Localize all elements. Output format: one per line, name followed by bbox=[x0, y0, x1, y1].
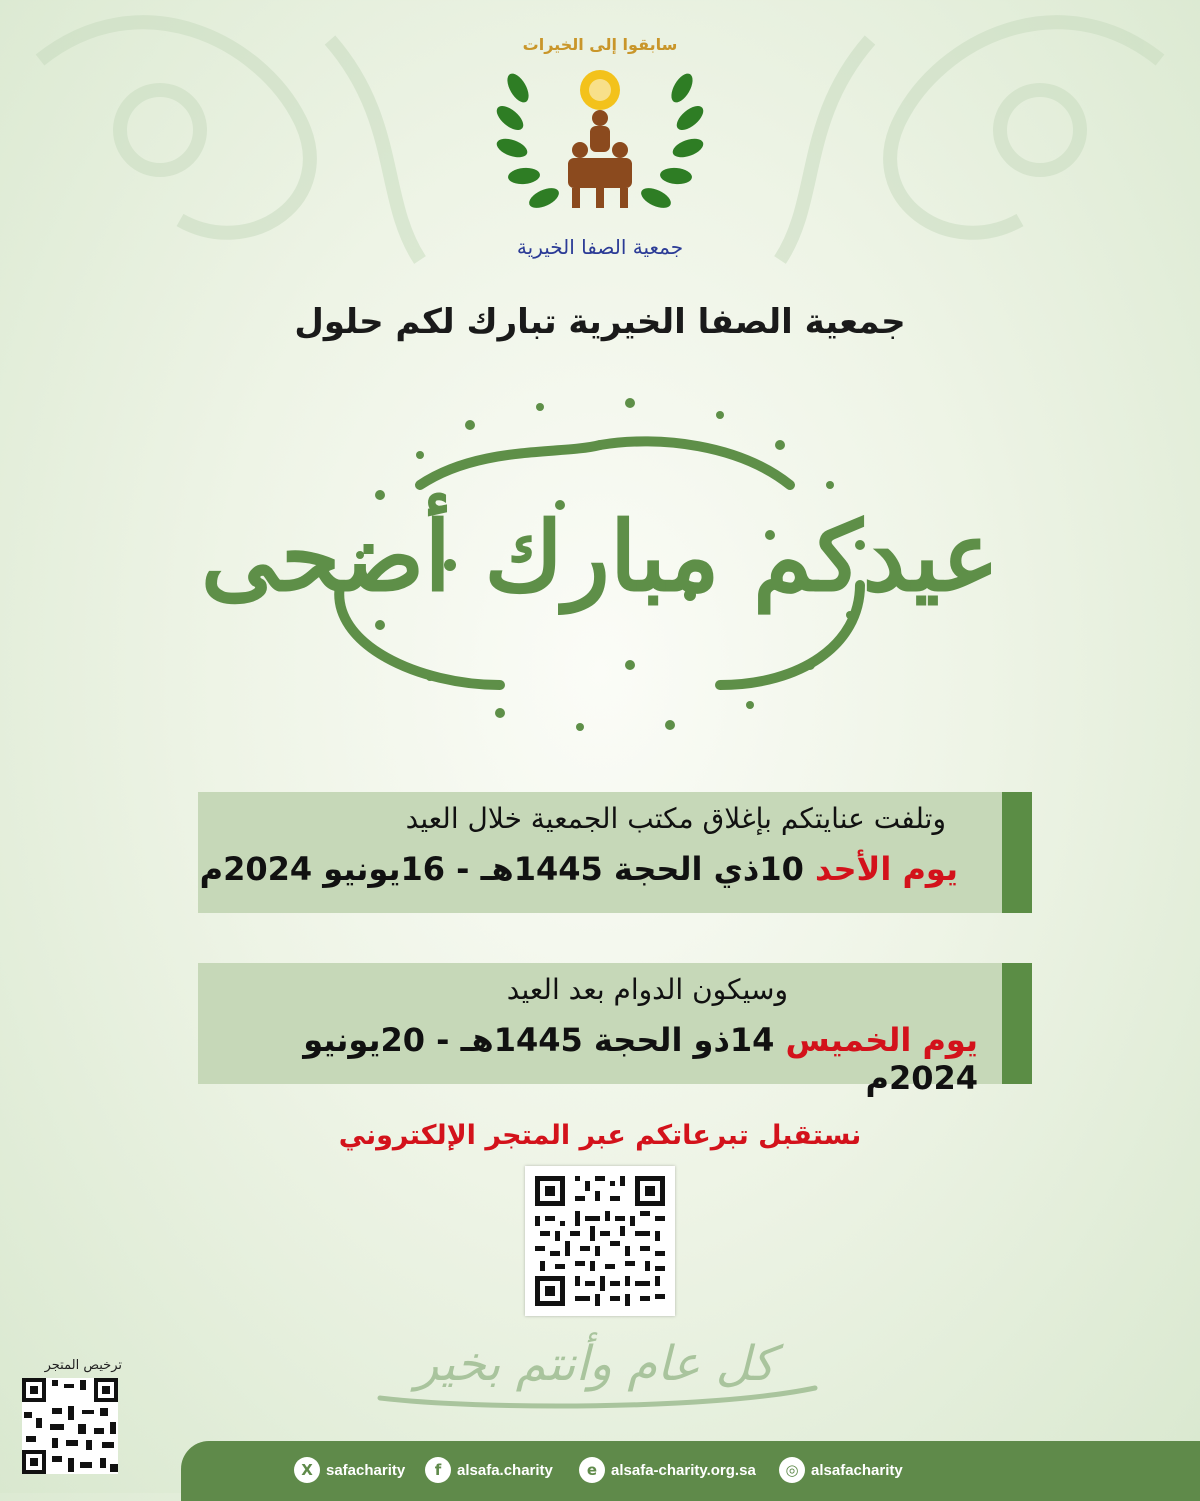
closure-notice-line: وتلفت عنايتكم بإغلاق مكتب الجمعية خلال العيد bbox=[405, 802, 946, 835]
resume-day: يوم الخميس bbox=[785, 1021, 978, 1059]
instagram-icon: ◎ bbox=[779, 1457, 805, 1483]
eid-mubarak-calligraphy bbox=[200, 385, 1000, 745]
facebook-handle: alsafa.charity bbox=[457, 1461, 553, 1479]
resume-notice-line: وسيكون الدوام بعد العيد bbox=[506, 973, 788, 1006]
closure-day: يوم الأحد bbox=[814, 850, 958, 888]
closure-date-line bbox=[200, 850, 958, 888]
donate-text: نستقبل تبرعاتكم عبر المتجر الإلكتروني bbox=[338, 1120, 862, 1151]
social-media-bar bbox=[181, 1441, 1200, 1501]
closure-date: 10ذي الحجة 1445هـ - 16يونيو 2024م bbox=[199, 850, 804, 888]
x-icon: X bbox=[294, 1457, 320, 1483]
website-url: alsafa-charity.org.sa bbox=[611, 1461, 756, 1479]
resume-date: 14ذو الحجة 1445هـ - 20يونيو 2024م bbox=[303, 1021, 978, 1097]
x-account-link[interactable] bbox=[294, 1457, 405, 1483]
store-license-qr-code[interactable] bbox=[22, 1378, 118, 1474]
facebook-account-link[interactable] bbox=[425, 1457, 553, 1483]
notice-accent-bar bbox=[1002, 792, 1032, 913]
instagram-handle: alsafacharity bbox=[811, 1461, 903, 1479]
instagram-account-link[interactable] bbox=[779, 1457, 903, 1483]
facebook-icon: f bbox=[425, 1457, 451, 1483]
store-qr-code[interactable] bbox=[525, 1166, 675, 1316]
eid-calligraphy-text: عيدكم مبارك أضحى bbox=[200, 500, 1000, 613]
resume-notice-box bbox=[198, 963, 1032, 1097]
laurel-logo-icon bbox=[480, 18, 720, 268]
kul-am-calligraphy-icon bbox=[360, 1318, 830, 1418]
website-link[interactable] bbox=[579, 1457, 756, 1483]
greeting-calligraphy bbox=[360, 1318, 830, 1418]
website-icon: e bbox=[579, 1457, 605, 1483]
charity-logo bbox=[480, 18, 720, 268]
eid-calligraphy-icon bbox=[200, 385, 1000, 745]
resume-date-line bbox=[198, 1021, 978, 1097]
notice-accent-bar bbox=[1002, 963, 1032, 1084]
logo-motto: سابقوا إلى الخيرات bbox=[522, 35, 678, 54]
closing-calligraphy-text: كل عام وأنتم بخير bbox=[415, 1336, 775, 1392]
logo-org-name: جمعية الصفا الخيرية bbox=[516, 235, 684, 259]
closure-notice-box bbox=[198, 792, 1032, 913]
x-handle: safacharity bbox=[326, 1461, 406, 1479]
greeting-heading: جمعية الصفا الخيرية تبارك لكم حلول bbox=[294, 302, 906, 342]
qr-code-icon bbox=[535, 1176, 665, 1306]
license-qr-icon bbox=[22, 1378, 118, 1474]
store-license-label: ترخيص المتجر bbox=[44, 1358, 122, 1373]
